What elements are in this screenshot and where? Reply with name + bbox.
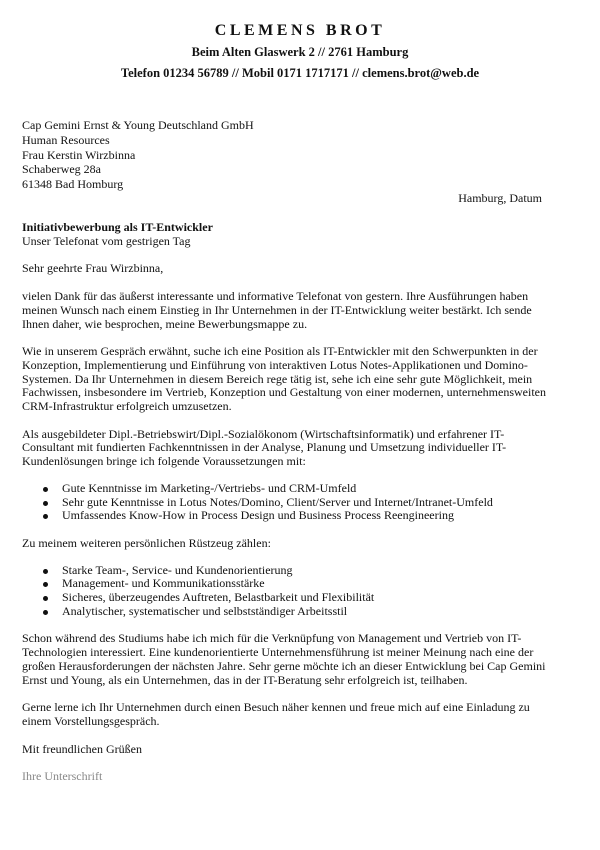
list-item — [22, 577, 547, 591]
list-item — [22, 509, 547, 523]
list-item-text: Sehr gute Kenntnisse in Lotus Notes/Domino, Client/Server und Internet/Intranet-Umfeld — [62, 494, 493, 509]
qualifications-list — [22, 482, 547, 523]
paragraph-5: Gerne lerne ich Ihr Unternehmen durch einen Besuch näher kennen und freue mich auf eine Einladung zu einem Vorstellungsgespräch. — [22, 700, 530, 728]
list-item — [22, 605, 547, 619]
letter-date: Hamburg, Datum — [458, 191, 542, 205]
bullet-icon — [43, 501, 48, 506]
sender-name: CLEMENS BROT — [214, 22, 386, 39]
recipient-company: Cap Gemini Ernst & Young Deutschland GmbH — [22, 118, 254, 132]
list-item-text: Management- und Kommunikationsstärke — [62, 576, 265, 591]
list-item — [22, 564, 547, 578]
paragraph-2: Wie in unserem Gespräch erwähnt, suche ich eine Position als IT-Entwickler mit den Schwerpunkten in der Konzeption, Implementierung und Einführung von interaktiven Lotus Notes-Applikationen und Domino-Systemen. Da Ihr Unternehmen in diesem Bereich rege tätig ist, sehe ich eine sehr gute Möglichkeit, mein Fachwissen, insbesondere im Vertrieb, Konzeption und Gestaltung von einer modernen, unternehmensweiten CRM-Infrastruktur erfolgreich umzusetzen. — [22, 344, 546, 414]
recipient-street: Schaberweg 28a — [22, 162, 101, 177]
salutation: Sehr geehrte Frau Wirzbinna, — [22, 261, 164, 276]
letterhead — [0, 20, 600, 84]
paragraph-3: Als ausgebildeter Dipl.-Betriebswirt/Dipl.-Sozialökonom (Wirtschaftsinformatik) und erfahrener IT-Consultant mit fundierten Fachkenntnissen in der Analyse, Planung und Umsetzung individueller IT-Kundenlösungen bringe ich folgende Voraussetzungen mit: — [22, 426, 507, 469]
letter-subline: Unser Telefonat vom gestrigen Tag — [22, 233, 191, 248]
list-item — [22, 591, 547, 605]
sender-address: Beim Alten Glaswerk 2 // 2761 Hamburg — [191, 45, 409, 59]
list-item-text: Gute Kenntnisse im Marketing-/Vertriebs- und CRM-Umfeld — [62, 480, 357, 495]
list-item-text: Umfassendes Know-How in Process Design und Business Process Reengineering — [62, 508, 454, 523]
list2-intro: Zu meinem weiteren persönlichen Rüstzeug zählen: — [22, 535, 271, 550]
recipient-person: Frau Kerstin Wirzbinna — [22, 147, 136, 162]
personal-skills-list — [22, 564, 547, 619]
paragraph-4: Schon während des Studiums habe ich mich für die Verknüpfung von Management und Vertrieb von IT-Technologien interessiert. Eine kundenorientierte Unternehmensführung ist meiner Meinung nach eine der großen Herausforderungen der nächsten Jahre. Sehr gerne möchte ich an dieser Entwicklung bei Cap Gemini Ernst und Young, als ein Unternehmen, das in der IT-Beratung sehr erfolgreich ist, teilhaben. — [22, 631, 546, 687]
list-item — [22, 482, 547, 496]
bullet-icon — [43, 596, 48, 601]
letter-subject: Initiativbewerbung als IT-Entwickler — [22, 220, 213, 234]
sender-contact: Telefon 01234 56789 // Mobil 0171 1717171 // clemens.brot@web.de — [120, 66, 480, 80]
bullet-icon — [43, 610, 48, 615]
letter-body — [22, 221, 547, 784]
recipient-department: Human Resources — [22, 132, 110, 147]
list-item-text: Starke Team-, Service- und Kundenorientierung — [62, 562, 293, 577]
recipient-city: 61348 Bad Homburg — [22, 177, 124, 192]
list-item-text: Sicheres, überzeugendes Auftreten, Belastbarkeit und Flexibilität — [62, 590, 375, 605]
list-item — [22, 496, 547, 510]
closing-greeting: Mit freundlichen Grüßen — [22, 741, 142, 756]
bullet-icon — [43, 582, 48, 587]
paragraph-1: vielen Dank für das äußerst interessante und informative Telefonat von gestern. Ihre Ausführungen haben meinen Wunsch nach einem Einstieg in Ihr Unternehmen in der IT-Entwicklung weiter bestärkt. Ich sende Ihnen daher, wie besprochen, meine Bewerbungsmappe zu. — [22, 289, 532, 331]
recipient-address-block — [22, 118, 254, 192]
signature: Ihre Unterschrift — [22, 769, 103, 784]
list-item-text: Analytischer, systematischer und selbstständiger Arbeitsstil — [62, 603, 348, 618]
bullet-icon — [43, 487, 48, 492]
bullet-icon — [43, 569, 48, 574]
bullet-icon — [43, 514, 48, 519]
